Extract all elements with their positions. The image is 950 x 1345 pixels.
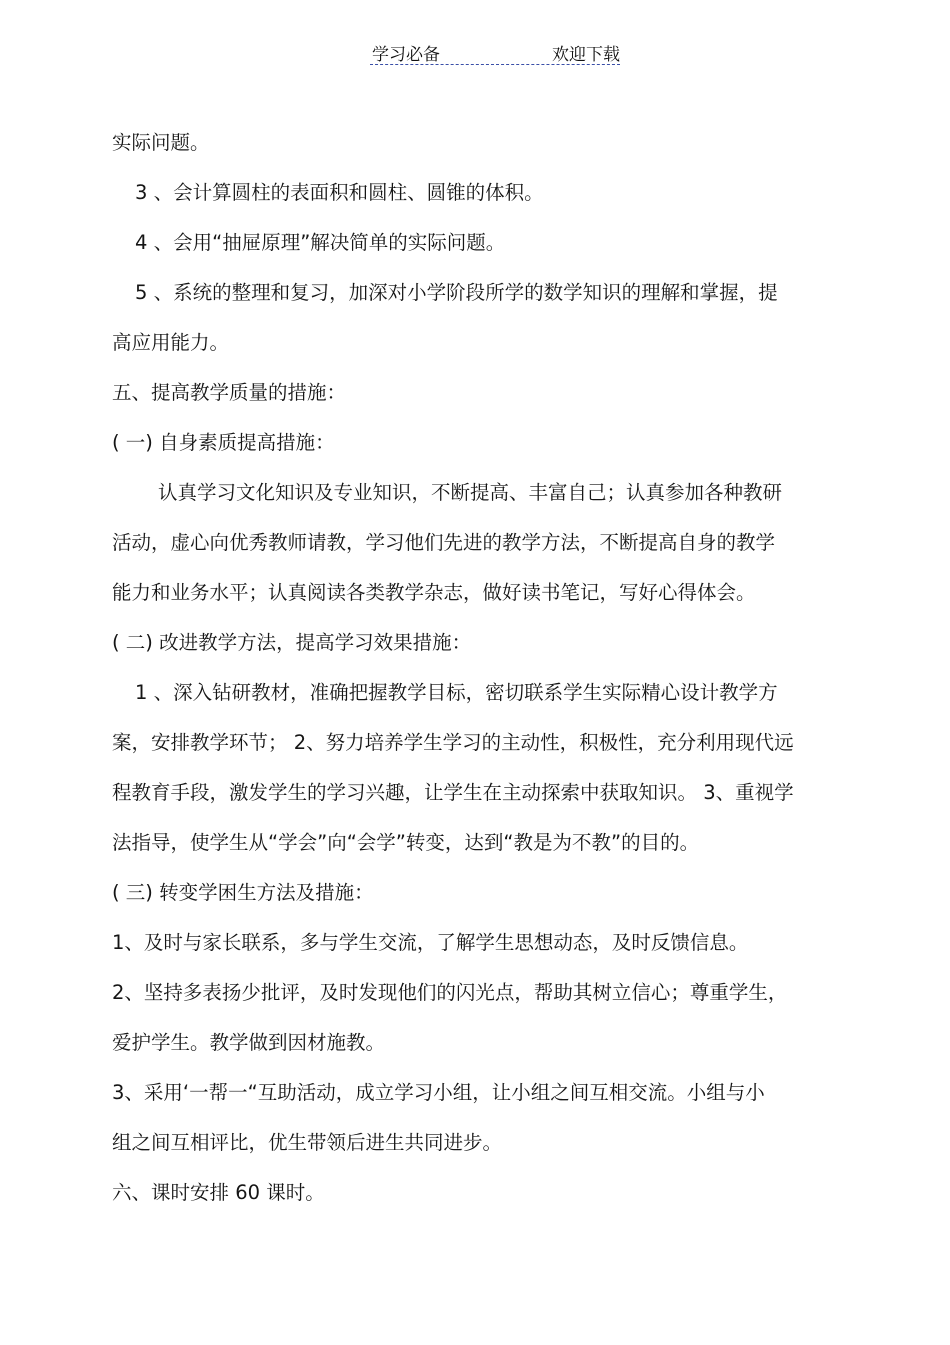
body-line: 组之间互相评比，优生带领后进生共同进步。 — [112, 1131, 503, 1154]
body-line: 4 、会用“抽屉原理”解决简单的实际问题。 — [135, 231, 506, 254]
body-line: 5 、系统的整理和复习，加深对小学阶段所学的数学知识的理解和掌握，提 — [135, 281, 778, 304]
header-left-text: 学习必备 — [372, 45, 440, 65]
body-line: 实际问题。 — [112, 131, 210, 154]
body-line: 1 、深入钻研教材，准确把握教学目标，密切联系学生实际精心设计教学方 — [135, 681, 778, 704]
subsection-heading: ( 一) 自身素质提高措施： — [112, 431, 335, 454]
body-line: 3 、会计算圆柱的表面积和圆柱、圆锥的体积。 — [135, 181, 544, 204]
body-line: 活动，虚心向优秀教师请教，学习他们先进的教学方法，不断提高自身的教学 — [112, 531, 776, 554]
body-line: 案，安排教学环节； 2、努力培养学生学习的主动性，积极性，充分利用现代远 — [112, 731, 794, 754]
body-line: 2、坚持多表扬少批评，及时发现他们的闪光点，帮助其树立信心；尊重学生， — [112, 981, 788, 1004]
body-line: 3、采用‘一帮一“互助活动，成立学习小组，让小组之间互相交流。小组与小 — [112, 1081, 765, 1104]
body-line: 程教育手段，激发学生的学习兴趣，让学生在主动探索中获取知识。 3、重视学 — [112, 781, 794, 804]
body-line: 高应用能力。 — [112, 331, 230, 354]
body-line: 法指导，使学生从“学会”向“会学”转变，达到“教是为不教”的目的。 — [112, 831, 700, 854]
header-right-text: 欢迎下载 — [552, 45, 620, 65]
subsection-heading: ( 二) 改进教学方法，提高学习效果措施： — [112, 631, 472, 654]
body-line: 认真学习文化知识及专业知识，不断提高、丰富自己；认真参加各种教研 — [158, 481, 783, 504]
section-heading: 六、课时安排 60 课时。 — [112, 1181, 325, 1204]
body-line: 爱护学生。教学做到因材施教。 — [112, 1031, 386, 1054]
section-heading: 五、提高教学质量的措施： — [112, 381, 347, 404]
page-header — [370, 40, 620, 65]
body-line: 能力和业务水平；认真阅读各类教学杂志，做好读书笔记，写好心得体会。 — [112, 581, 756, 604]
subsection-heading: ( 三) 转变学困生方法及措施： — [112, 881, 374, 904]
body-line: 1、及时与家长联系，多与学生交流，了解学生思想动态，及时反馈信息。 — [112, 931, 749, 954]
